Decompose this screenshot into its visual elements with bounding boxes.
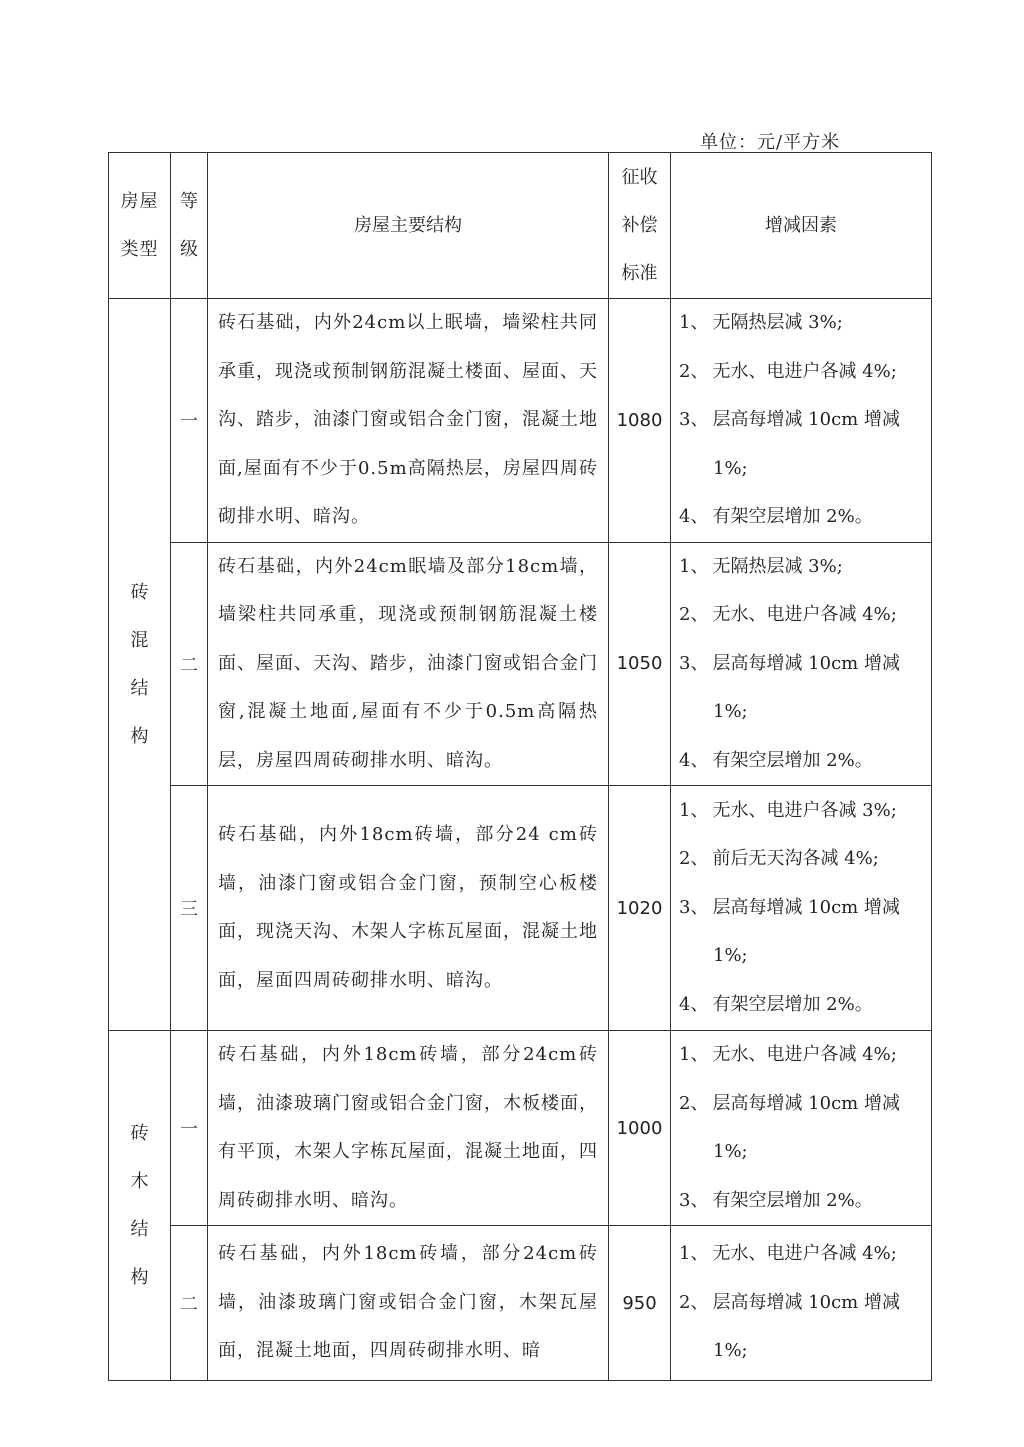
adjust-cell [671,299,932,543]
grade-cell: 一 [171,1031,208,1226]
adjust-item: 1、 无隔热层减 3%; [679,312,843,333]
structure-cell: 砖石基础，内外24cm以上眠墙，墙梁柱共同承重，现浇或预制钢筋混凝土楼面、屋面、天沟、踏步，油漆门窗或铝合金门窗，混凝土地面,屋面有不少于0.5m高隔热层，房屋四周砖砌排水明、暗沟。 [208,299,609,543]
structure-cell: 砖石基础，内外18cm砖墙，部分24cm砖墙，油漆玻璃门窗或铝合金门窗，木板楼面，有平顶，木架人字栋瓦屋面，混凝土地面，四周砖砌排水明、暗沟。 [208,1031,609,1226]
grade-cell: 一 [171,299,208,543]
unit-label: 单位：元/平方米 [700,132,841,153]
adjust-item: 3、 有架空层增加 2%。 [679,1189,873,1211]
header-house-type: 房屋 类型 [109,153,171,299]
adjust-item: 1、 无水、电进户各减 4%; [679,1044,897,1065]
adjust-item: 3、 层高每增减 10cm 增减 1%; [679,896,900,967]
header-grade: 等 级 [171,153,208,299]
adjust-item: 1、 无水、电进户各减 4%; [679,1243,897,1265]
grade-cell: 二 [171,1226,208,1381]
adjust-cell [671,1226,932,1381]
standard-cell: 1000 [609,1031,671,1226]
adjust-item: 3、 层高每增减 10cm 增减 1%; [679,409,900,479]
structure-cell: 砖石基础，内外18cm砖墙，部分24cm砖墙，油漆玻璃门窗或铝合金门窗，木架瓦屋面，混凝土地面，四周砖砌排水明、暗 [208,1226,609,1381]
adjust-item: 2、 前后无天沟各减 4%; [679,848,879,870]
adjust-cell [671,1031,932,1226]
adjust-cell [671,786,932,1031]
grade-cell: 三 [171,786,208,1031]
house-type-brick-concrete: 砖 混 结 构 [109,299,171,1031]
adjust-item: 2、 无水、电进户各减 4%; [679,604,897,625]
adjust-item: 4、 有架空层增加 2%。 [679,993,873,1015]
table-row [109,542,932,786]
table-row [109,299,932,543]
adjust-item: 2、 层高每增减 10cm 增减 1%; [679,1291,900,1362]
structure-cell: 砖石基础，内外24cm眠墙及部分18cm墙，墙梁柱共同承重，现浇或预制钢筋混凝土楼面、屋面、天沟、踏步，油漆门窗或铝合金门窗,混凝土地面,屋面有不少于0.5m高隔热层，房屋四周砖砌排水明、暗沟。 [208,542,609,786]
compensation-table [108,152,932,1381]
adjust-cell [671,542,932,786]
structure-cell: 砖石基础，内外18cm砖墙，部分24 cm砖墙，油漆门窗或铝合金门窗，预制空心板楼面，现浇天沟、木架人字栋瓦屋面，混凝土地面，屋面四周砖砌排水明、暗沟。 [208,786,609,1031]
table-header-row [109,153,932,299]
adjust-item: 4、 有架空层增加 2%。 [679,749,873,771]
table-row [109,1226,932,1381]
grade-cell: 二 [171,542,208,786]
standard-cell: 950 [609,1226,671,1381]
header-standard: 征收 补偿 标准 [609,153,671,299]
table-row [109,1031,932,1226]
standard-cell: 1050 [609,542,671,786]
header-adjust: 增减因素 [671,153,932,299]
standard-cell: 1080 [609,299,671,543]
header-structure: 房屋主要结构 [208,153,609,299]
adjust-item: 2、 无水、电进户各减 4%; [679,360,897,382]
adjust-item: 2、 层高每增减 10cm 增减 1%; [679,1092,900,1162]
adjust-item: 1、 无隔热层减 3%; [679,555,843,577]
adjust-item: 3、 层高每增减 10cm 增减 1%; [679,652,900,722]
standard-cell: 1020 [609,786,671,1031]
adjust-item: 4、 有架空层增加 2%。 [679,506,873,527]
table-row [109,786,932,1031]
house-type-brick-wood: 砖 木 结 构 [109,1031,171,1381]
adjust-item: 1、 无水、电进户各减 3%; [679,799,897,821]
